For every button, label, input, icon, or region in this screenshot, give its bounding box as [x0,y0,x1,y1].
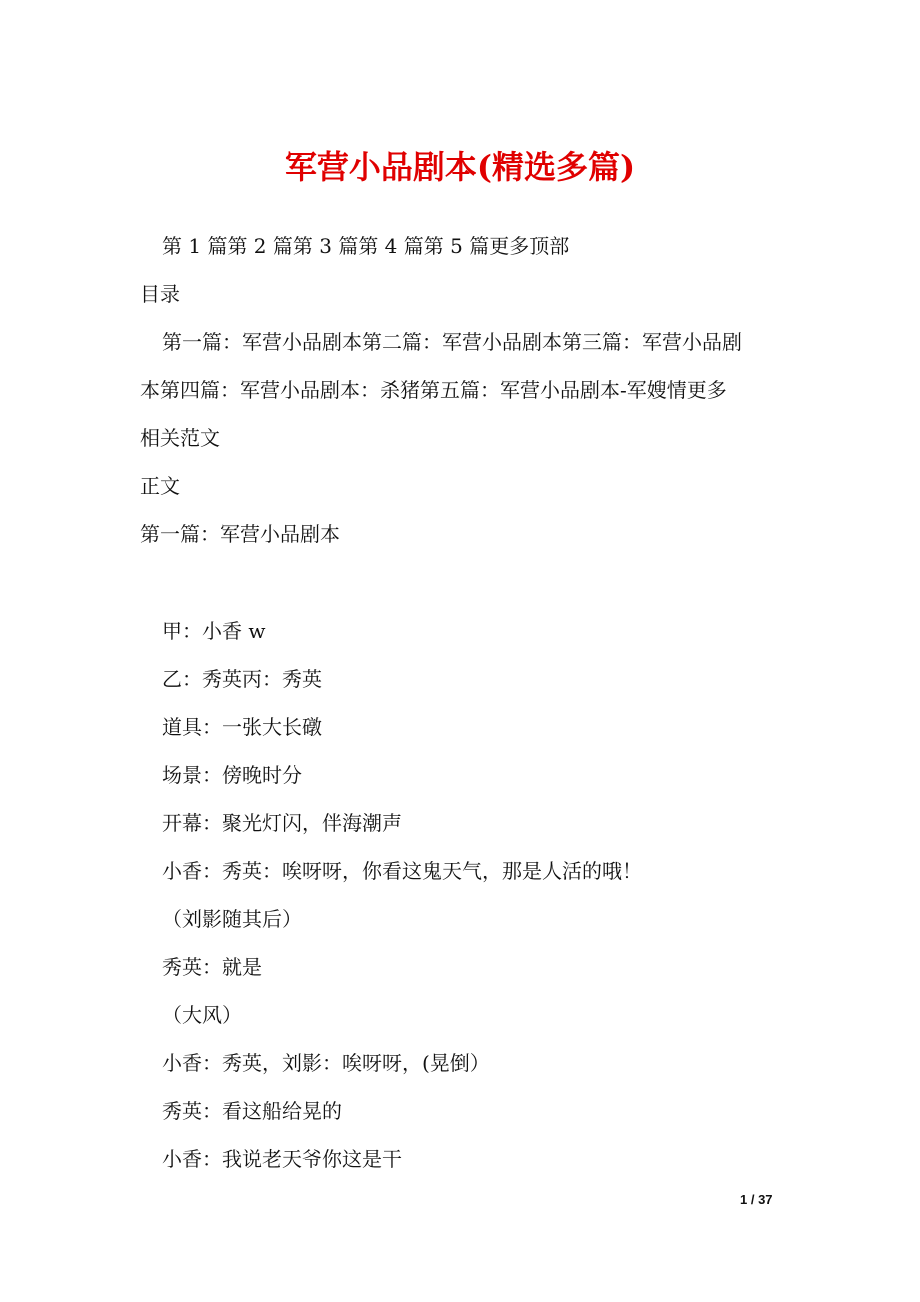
toc-heading: 目录 [140,282,180,306]
chapter-nav[interactable]: 第 1 篇第 2 篇第 3 篇第 4 篇第 5 篇更多顶部 [162,234,570,258]
script-line: （刘影随其后） [162,907,302,931]
toc-entries-line-2: 本第四篇：军营小品剧本：杀猪第五篇：军营小品剧本-军嫂情更多 [140,378,727,402]
script-line: 秀英：就是 [162,955,262,979]
script-line: （大风） [162,1003,242,1027]
document-title: 军营小品剧本(精选多篇) [284,148,636,186]
script-line: 小香：秀英：唉呀呀，你看这鬼天气，那是人活的哦！ [162,859,642,883]
toc-entries-line-1: 第一篇：军营小品剧本第二篇：军营小品剧本第三篇：军营小品剧 [162,330,742,354]
script-line: 小香：我说老天爷你这是干 [162,1147,402,1171]
toc-entries-line-3: 相关范文 [140,426,220,450]
script-line: 开幕：聚光灯闪，伴海潮声 [162,811,402,835]
section-title: 第一篇：军营小品剧本 [140,522,340,546]
page-number: 1 / 37 [740,1192,773,1207]
script-line: 道具：一张大长礅 [162,715,322,739]
script-line: 甲：小香 w [162,619,266,643]
script-line: 场景：傍晚时分 [162,763,302,787]
body-heading: 正文 [140,474,180,498]
script-line: 乙：秀英丙：秀英 [162,667,322,691]
script-line: 小香：秀英，刘影：唉呀呀，(晃倒） [162,1051,490,1075]
script-line: 秀英：看这船给晃的 [162,1099,342,1123]
